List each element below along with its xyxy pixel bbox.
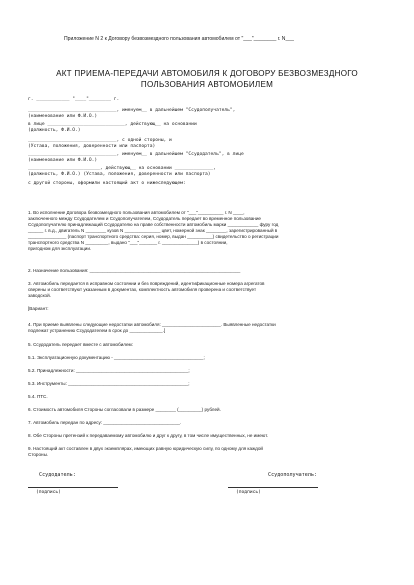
- item-1-line-5: _______________ (паспорт транспортного средства: серия, номер, выдан __________) свидетельство о регистрации: [28, 234, 279, 239]
- place-date-line: г. ____________ "____"________ г.: [28, 97, 120, 102]
- party-line-4: ________________________________, именуем__ в дальнейшем "Ссудодатель", в лице: [28, 152, 244, 157]
- item-8: 8. Обе Стороны претензий к передаваемому автомобилю и друг к другу, в том числе имущественных, не имеют.: [28, 433, 269, 438]
- borrower-signature-caption: (подпись): [236, 490, 261, 495]
- item-5-2: 5.2. Принадлежности: ____________________________________________;: [28, 368, 190, 373]
- variant-label: [Вариант:: [28, 306, 49, 311]
- borrower-signature-title: Ссудополучатель:: [268, 472, 318, 478]
- item-9-line-1: 9. Настоящий акт составлен в двух экземплярах, имеющих равную юридическую силу, по одному для каждой: [28, 446, 263, 451]
- party-line-6: с другой стороны, оформили настоящий акт о нижеследующем:: [28, 181, 186, 186]
- party-caption-3: (Устава, положения, доверенности или паспорта): [28, 144, 156, 149]
- party-line-1: ________________________________, именуем__ в дальнейшем "Ссудополучатель",: [28, 108, 236, 113]
- item-2: 2. Назначение пользования: ___________________________________________________________: [28, 268, 241, 273]
- item-4-line-2: подлежат устранению Ссудодателем в срок до _____________.]: [28, 328, 166, 333]
- lender-signature-caption: (подпись): [36, 490, 61, 495]
- item-9-line-2: Стороны.: [28, 452, 49, 457]
- item-5-4: 5.4. ПТС.: [28, 394, 48, 399]
- item-3-line-1: 3. Автомобиль передается в исправном состоянии и без повреждений, идентификационные номера агрегатов: [28, 281, 265, 286]
- item-5: 5. Ссудодатель передает вместе с автомобилем:: [28, 342, 133, 347]
- item-7: 7. Автомобиль передан по адресу: ______________________________.: [28, 420, 182, 425]
- party-line-3: ________________________________, с одной стороны, и: [28, 138, 172, 143]
- party-caption-5: (должность, Ф.И.О.) (Устава, положения, доверенности или паспорта): [28, 172, 211, 177]
- document-title-line-1: АКТ ПРИЕМА-ПЕРЕДАЧИ АВТОМОБИЛЯ К ДОГОВОРУ БЕЗВОЗМЕЗДНОГО: [56, 69, 358, 78]
- lender-signature-title: Ссудодатель:: [39, 472, 76, 478]
- item-1-line-3: Ссудополучателю принадлежащий Ссудодателю на праве собственности автомобиль марки ____________ фуру год: [28, 222, 279, 227]
- party-line-5: __________________________, действующ__ на основании ______________,: [28, 166, 217, 171]
- item-1-line-2: заключенного между Ссудодателем и Ссудополучателем, Ссудодатель передает во временное пользование: [28, 216, 261, 221]
- item-1-line-1: 1. Во исполнение Договора безвозмездного пользования автомобилем от "___"__________ г. N ____,: [28, 210, 245, 215]
- item-3-line-2: сверены и соответствуют указанным в документах, комплектность автомобиля проверена и соответствует: [28, 287, 257, 292]
- item-4-line-1: 4. При приеме выявлены следующие недостатки автомобиля: _______________________. Выявленные недостатки: [28, 322, 276, 327]
- borrower-signature-line: [228, 487, 318, 488]
- party-caption-4: (наименование или Ф.И.О.): [28, 158, 98, 163]
- item-1-line-4: ______ г. в.д., двигатель N ________ кузов N ______________ цвет, номерной знак ________, зарегистрированный в: [28, 228, 278, 233]
- document-title-line-2: ПОЛЬЗОВАНИЯ АВТОМОБИЛЕМ: [140, 80, 274, 89]
- appendix-header: Приложение N 2 к Договору безвозмездного пользования автомобилем от "___"________ г. N___: [64, 36, 294, 42]
- lender-signature-line: [28, 487, 118, 488]
- item-5-1: 5.1. Эксплуатационную документацию - ___________________________________;: [28, 355, 205, 360]
- item-6: 6. Стоимость автомобиля Стороны согласовали в размере ________ (_________) рублей.: [28, 407, 221, 412]
- party-caption-1: (наименование или Ф.И.О.): [28, 114, 98, 119]
- item-1-line-6: транспортного средства N _________, выдано "___"_______ г. ______________) в состоянии,: [28, 240, 228, 245]
- item-5-3: 5.3. Инструменты: _______________________________________________;: [28, 381, 190, 386]
- item-3-line-3: заводской.: [28, 293, 51, 298]
- party-caption-2: (должность, Ф.И.О.): [28, 128, 81, 133]
- item-1-line-7: пригодном для эксплуатации.: [28, 246, 92, 251]
- party-line-2: в лице ____________________________, действующ__ на основании: [28, 122, 197, 127]
